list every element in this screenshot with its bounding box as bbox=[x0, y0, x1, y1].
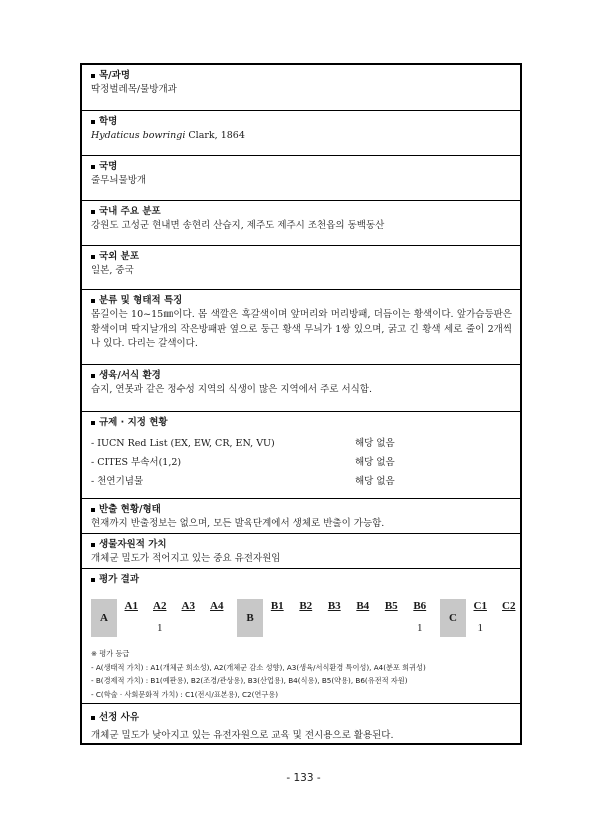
notes-title: ※ 평가 등급 bbox=[91, 649, 130, 658]
grade-code: B3 bbox=[327, 600, 341, 612]
section-selection-reason bbox=[82, 704, 520, 743]
grade-cell bbox=[466, 599, 495, 635]
grade-cell bbox=[349, 599, 378, 635]
section-evaluation bbox=[82, 569, 520, 704]
selection-reason-value: 개체군 밀도가 낮아지고 있는 유전자원으로 교육 및 전시용으로 활용된다. bbox=[91, 730, 394, 741]
section-heading: 선정 사유 bbox=[99, 712, 140, 723]
domestic-distribution-value: 강원도 고성군 현내면 송현리 산습지, 제주도 제주시 조천읍의 동백동산 bbox=[91, 220, 385, 231]
grade-code: A4 bbox=[210, 600, 224, 612]
grade-mark: 1 bbox=[417, 622, 423, 634]
grade-cell bbox=[377, 599, 406, 635]
grade-mark bbox=[495, 621, 521, 635]
bullet-icon bbox=[91, 421, 95, 425]
section-heading: 생육/서식 환경 bbox=[99, 370, 161, 381]
section-scientific-name bbox=[82, 111, 520, 156]
grade-code: B1 bbox=[270, 600, 284, 612]
grade-group-label: A bbox=[91, 599, 117, 637]
section-heading: 국외 분포 bbox=[99, 251, 140, 262]
bio-value-value: 개체군 밀도가 적어지고 있는 중요 유전자원임 bbox=[91, 553, 281, 564]
species-sheet bbox=[80, 63, 522, 745]
notes-line: - B(경제적 가치) : B1(예판용), B2(조경/관상용), B3(산업용), B4(식용), B5(약용), B6(유전적 자원) bbox=[91, 676, 408, 685]
bullet-icon bbox=[91, 210, 95, 214]
notes-line: - C(학술 · 사회문화적 가치) : C1(전시/표본용), C2(연구용) bbox=[91, 689, 279, 699]
regulation-row bbox=[91, 472, 512, 491]
bullet-icon bbox=[91, 543, 95, 547]
section-korean-name bbox=[82, 156, 520, 201]
regulation-name: - IUCN Red List (EX, EW, CR, EN, VU) bbox=[91, 437, 275, 449]
grade-code: A2 bbox=[153, 600, 167, 612]
bullet-icon bbox=[91, 120, 95, 124]
regulation-name: - CITES 부속서(1,2) bbox=[91, 456, 182, 468]
order-family-value: 딱정벌레목/물방개과 bbox=[91, 84, 177, 95]
scientific-genus: Hydaticus bbox=[91, 130, 140, 141]
section-domestic-distribution bbox=[82, 201, 520, 246]
grade-mark bbox=[203, 621, 232, 635]
grade-code: C2 bbox=[502, 600, 516, 612]
regulation-status: 해당 없음 bbox=[355, 456, 395, 468]
grade-mark bbox=[349, 621, 378, 635]
section-heading: 국명 bbox=[99, 161, 118, 172]
evaluation-notes bbox=[91, 647, 512, 701]
regulation-row bbox=[91, 434, 512, 453]
regulation-name: - 천연기념물 bbox=[91, 475, 144, 487]
grade-cell bbox=[174, 599, 203, 635]
section-heading: 목/과명 bbox=[99, 70, 131, 81]
regulation-row bbox=[91, 453, 512, 472]
grade-group-label: B bbox=[237, 599, 263, 637]
grade-mark bbox=[320, 621, 349, 635]
section-heading: 규제 · 지정 현황 bbox=[99, 417, 168, 428]
evaluation-grid bbox=[91, 599, 516, 639]
grade-mark bbox=[263, 621, 292, 635]
grade-cell bbox=[203, 599, 232, 635]
grade-cell bbox=[146, 599, 175, 635]
bullet-icon bbox=[91, 74, 95, 78]
section-export bbox=[82, 499, 520, 534]
page-number: - 133 - bbox=[286, 772, 321, 784]
regulation-status: 해당 없음 bbox=[355, 475, 395, 487]
grade-mark bbox=[174, 621, 203, 635]
bullet-icon bbox=[91, 716, 95, 720]
grade-mark bbox=[292, 621, 321, 635]
grade-cell bbox=[292, 599, 321, 635]
scientific-species: bowringi bbox=[142, 130, 186, 141]
grade-code: B6 bbox=[413, 600, 427, 612]
grade-mark bbox=[377, 621, 406, 635]
section-heading: 생물자원적 가치 bbox=[99, 539, 167, 550]
grade-cell bbox=[320, 599, 349, 635]
section-overseas-distribution bbox=[82, 246, 520, 290]
section-bio-value bbox=[82, 534, 520, 569]
grade-code: B4 bbox=[356, 600, 370, 612]
section-heading: 학명 bbox=[99, 116, 118, 127]
section-habitat bbox=[82, 365, 520, 412]
korean-name-value: 줄무늬물방개 bbox=[91, 175, 147, 186]
grade-code: C1 bbox=[473, 600, 487, 612]
grade-cell bbox=[495, 599, 521, 635]
grade-code: A1 bbox=[124, 600, 138, 612]
bullet-icon bbox=[91, 508, 95, 512]
export-value: 현재까지 반출정보는 없으며, 모든 발육단계에서 생체로 반출이 가능함. bbox=[91, 518, 385, 529]
section-morphology bbox=[82, 290, 520, 365]
section-regulation bbox=[82, 412, 520, 499]
regulation-status: 해당 없음 bbox=[355, 437, 395, 449]
bullet-icon bbox=[91, 255, 95, 259]
section-heading: 국내 주요 분포 bbox=[99, 206, 161, 217]
grade-cell bbox=[117, 599, 146, 635]
habitat-value: 습지, 연못과 같은 정수성 지역의 식생이 많은 지역에서 주로 서식함. bbox=[91, 384, 372, 395]
grade-mark bbox=[117, 621, 146, 635]
bullet-icon bbox=[91, 578, 95, 582]
section-order-family bbox=[82, 65, 520, 111]
section-heading: 평가 결과 bbox=[99, 574, 140, 585]
notes-line: - A(생태적 가치) : A1(개체군 희소성), A2(개체군 감소 성향), A3(생육/서식환경 특이성), A4(분포 희귀성) bbox=[91, 662, 426, 672]
grade-cell bbox=[263, 599, 292, 635]
grade-mark: 1 bbox=[157, 622, 163, 634]
morphology-value: 몸길이는 10~15㎜이다. 몸 색깔은 흑갈색이며 앞머리와 머리방패, 더듬이는 황색이다. 앞가슴등판은 황색이며 딱지날개의 작은방패판 옆으로 둥근 황색 무늬가 1쌍 있으며, 굵고 긴 황색 세로 줄이 2개씩 나 있다. 다리는 갈색이다. bbox=[91, 309, 512, 349]
bullet-icon bbox=[91, 374, 95, 378]
grade-group-label: C bbox=[440, 599, 466, 637]
grade-code: B5 bbox=[384, 600, 398, 612]
section-heading: 반출 현황/형태 bbox=[99, 504, 161, 515]
grade-cell bbox=[406, 599, 435, 635]
grade-code: A3 bbox=[181, 600, 195, 612]
bullet-icon bbox=[91, 165, 95, 169]
section-heading: 분류 및 형태적 특징 bbox=[99, 295, 183, 306]
bullet-icon bbox=[91, 299, 95, 303]
grade-code: B2 bbox=[299, 600, 313, 612]
overseas-distribution-value: 일본, 중국 bbox=[91, 265, 134, 276]
scientific-author: Clark, 1864 bbox=[188, 130, 245, 141]
grade-mark: 1 bbox=[477, 622, 483, 634]
